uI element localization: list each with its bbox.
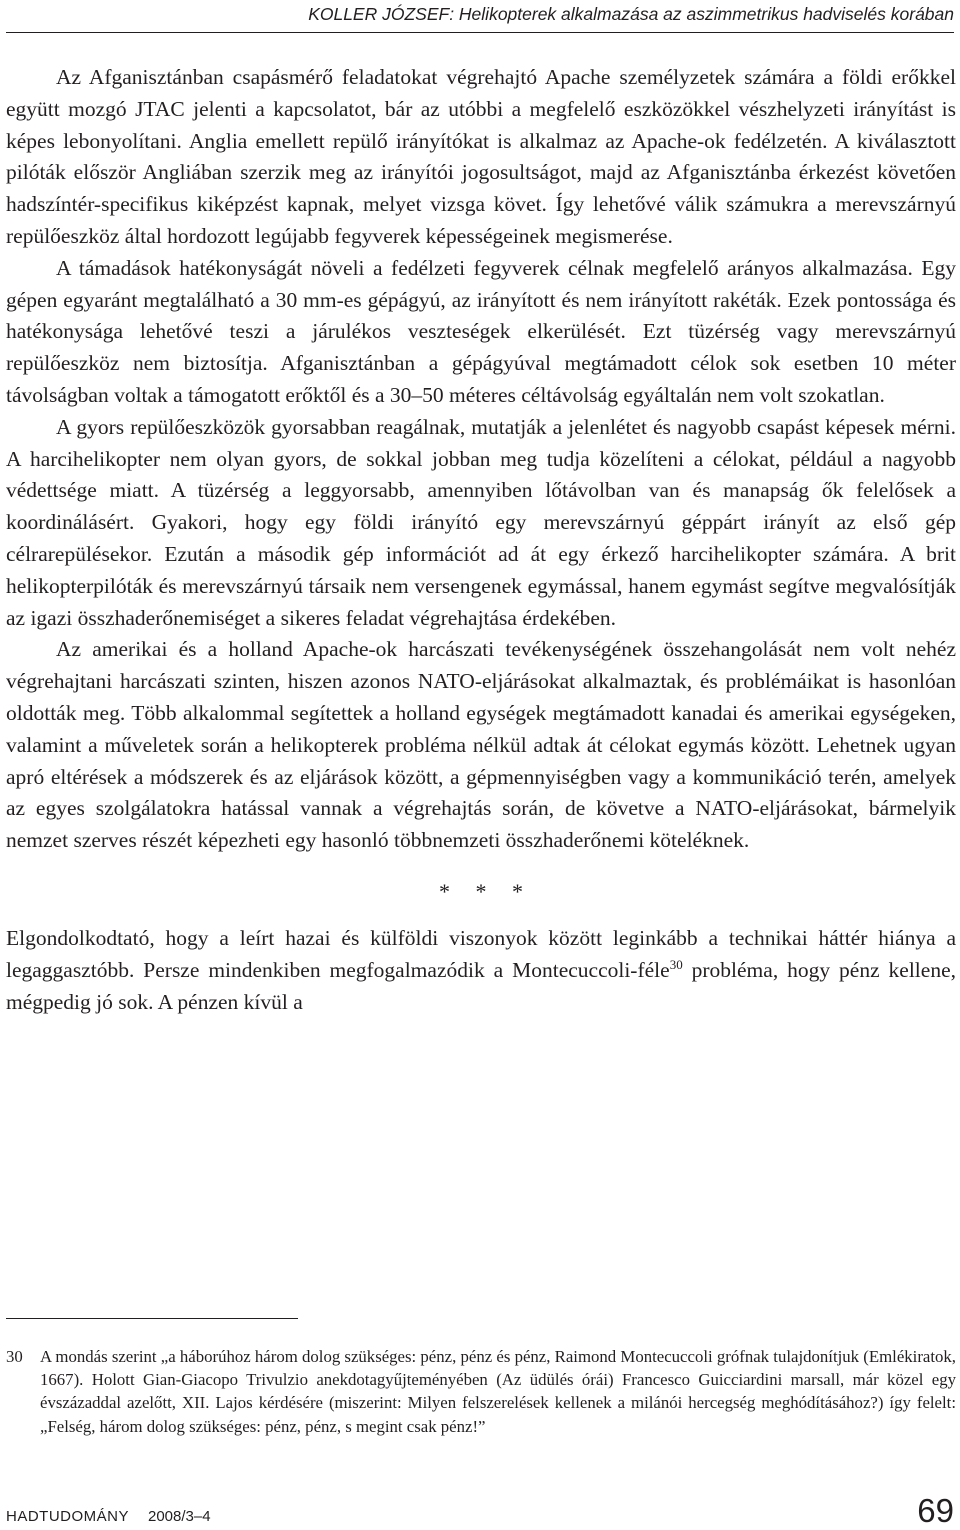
issue-number: 2008/3–4 — [148, 1508, 211, 1525]
closing-paragraph — [6, 923, 956, 1018]
footnote-number: 30 — [6, 1347, 23, 1366]
running-header: KOLLER JÓZSEF: Helikopterek alkalmazása az aszimmetrikus hadviselés korában — [6, 4, 954, 33]
footnote-text: A mondás szerint „a háborúhoz három dolog szükséges: pénz, pénz és pénz, Raimond Montecuccoli grófnak tulajdonítjuk (Emlékiratok, 1667). Holott Gian-Giacopo Trivulzio anekdotagyűjteményében (Az üdülés órái) Francesco Guicciardini marsall, már közel egy évszázaddal azelőtt, XII. Lajos kérdésére (miszerint: Milyen felszerelések kellenek a milánói hercegség meghódításához?) így felelt: „Felség, három dolog szükséges: pénz, pénz, s megint csak pénz!” — [40, 1347, 956, 1436]
page-footer — [6, 1493, 954, 1527]
paragraph: A gyors repülőeszközök gyorsabban reagálnak, mutatják a jelenlétet és nagyobb csapást képesek mérni. A harcihelikopter nem olyan gyors, de sokkal jobban meg tudja közelíteni a célokat, például a nagyobb védettsége miatt. A tüzérség a leggyorsabb, amennyiben lőtávolban van és manapság ők felelősek a koordinálásért. Gyakori, hogy egy földi irányító egy merevszárnyú géppárt irányít az első gép célrarepülésekor. Ezután a második gép információt ad át egy érkező harcihelikopter számára. A brit helikopterpilóták és merevszárnyú társaik nem versengenek egymással, hanem egymást segítve megvalósítják az igazi összhaderőnemiséget a sikeres feladat végrehajtása érdekében. — [6, 414, 956, 630]
closing-text-end: probléma, hogy pénz kellene, mégpedig jó sok. A pénzen kívül a — [6, 957, 956, 1014]
footnote — [6, 1345, 956, 1438]
page-number: 69 — [917, 1492, 954, 1529]
section-separator: * * * — [439, 878, 533, 904]
closing-text-start: Elgondolkodtató, hogy a leírt hazai és külföldi viszonyok között leginkább a technikai háttér hiánya a legaggasztóbb. Persze mindenkiben megfogalmazódik a Montecuccoli-féle — [6, 925, 956, 982]
paragraph: Az amerikai és a holland Apache-ok harcászati tevékenységének összehangolását nem volt nehéz végrehajtani harcászati szinten, hiszen azonos NATO-eljárásokat alkalmaztak, és problémáikat is hasonlóan oldották meg. Több alkalommal segítettek a holland egységek megtámadott kanadai és amerikai egységeken, valamint a műveletek során a helikopterek probléma nélkül adtak át célokat egymás között. Lehetnek ugyan apró eltérések a módszerek és az eljárások között, a gépmennyiségben vagy a kommunikáció terén, amelyek az egyes szolgálatokra hatással vannak a végrehajtás során, de követve a NATO-eljárásokat, bármelyik nemzet szerves részét képezheti egy hasonló többnemzeti összhaderőnemi köteléknek. — [6, 637, 956, 853]
article-body — [6, 62, 956, 1018]
paragraph: A támadások hatékonyságát növeli a fedélzeti fegyverek célnak megfelelő arányos alkalmazása. Egy gépen egyaránt megtalálható a 30 mm-es gépágyú, az irányított és nem irányított rakéták. Ezek pontossága és hatékonysága lehetővé teszi a járulékos veszteségek elkerülését. Ezt tüzérség vagy merevszárnyú repülőeszköz nem biztosítja. Afganisztánban a gépágyúval megtámadott célok sok esetben 10 méter távolságban voltak a támogatott erőktől és a 30–50 méteres céltávolság egyáltalán nem volt szokatlan. — [6, 255, 956, 407]
journal-name: HADTUDOMÁNY — [6, 1508, 130, 1525]
footnote-reference[interactable]: 30 — [669, 956, 683, 972]
footnote-divider — [6, 1318, 298, 1319]
paragraph: Az Afganisztánban csapásmérő feladatokat végrehajtó Apache személyzetek számára a földi erőkkel együtt mozgó JTAC jelenti a kapcsolatot, bár az utóbbi a megfelelő eszközökkel vészhelyzeti irányítást is képes lebonyolítani. Anglia emellett repülő irányítókat is alkalmaz az Apache-ok fedélzetén. A kiválasztott pilóták először Angliában szerzik meg az irányítói jogosultságot, majd az Afganisztánba érkezést követően hadszíntér-specifikus kiképzést kapnak, melyet vizsga követ. Így lehetővé válik számukra a merevszárnyú repülőeszköz által hordozott legújabb fegyverek képességeinek megismerése. — [6, 65, 956, 248]
